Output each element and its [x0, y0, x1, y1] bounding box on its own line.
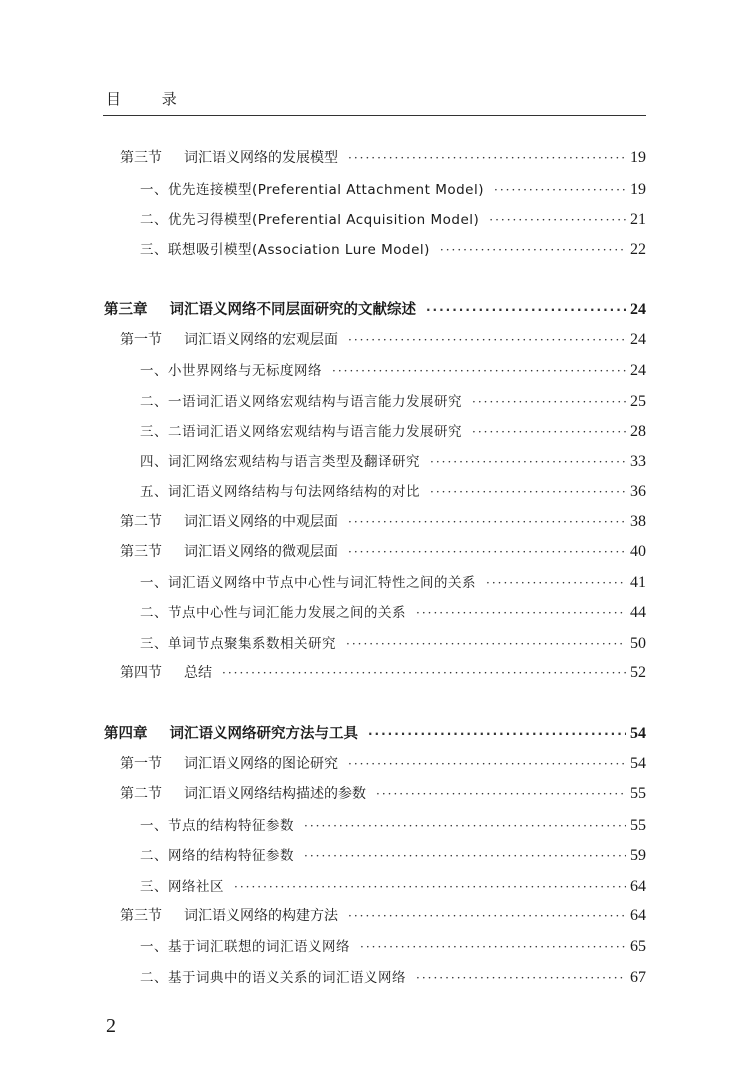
toc-entry-title: [140, 480, 420, 500]
toc-page-number: 54: [630, 755, 646, 772]
toc-leader-dots: [348, 545, 626, 559]
toc-page-number: 65: [630, 938, 646, 955]
toc-leader-dots: [346, 637, 626, 651]
toc-leader-dots: [222, 666, 626, 680]
toc-leader-dots: [348, 333, 626, 347]
toc-entry-text: 词汇语义网络的微观层面: [184, 544, 338, 560]
toc-entry-number: 二、: [140, 848, 168, 864]
toc-leader-dots: [376, 787, 626, 801]
toc-entry-title: [140, 238, 430, 258]
toc-page-number: 67: [630, 969, 646, 986]
toc-entry-text: 词汇语义网络的图论研究: [184, 756, 338, 772]
toc-entry-text: 节点中心性与词汇能力发展之间的关系: [168, 605, 406, 621]
toc-page-number: 25: [630, 393, 646, 410]
toc-leader-dots: [234, 880, 626, 894]
toc-entry-number: 第一节: [120, 332, 162, 348]
toc-entry-title: [120, 783, 366, 803]
toc-entry-number: 第二节: [120, 786, 162, 802]
toc-leader-dots: [494, 183, 626, 197]
toc-entry-title: [140, 450, 420, 470]
toc-entry-title: [104, 722, 358, 743]
toc-item-row[interactable]: [140, 359, 646, 383]
toc-page-number: 38: [630, 513, 646, 530]
toc-page-number: 64: [630, 907, 646, 924]
toc-entry-text: 总结: [184, 665, 212, 681]
toc-page-number: 28: [630, 423, 646, 440]
toc-leader-dots: [332, 364, 626, 378]
toc-page-number: 59: [630, 847, 646, 864]
toc-page-number: 24: [630, 331, 646, 348]
toc-page-number: 19: [630, 181, 646, 198]
toc-entry-number: 二、: [140, 212, 168, 228]
toc-entry-number: 第二节: [120, 514, 162, 530]
toc-item-row[interactable]: [140, 966, 646, 990]
toc-entry-text: 词汇语义网络中节点中心性与词汇特性之间的关系: [168, 575, 476, 591]
toc-entry-text: 词汇语义网络研究方法与工具: [169, 726, 358, 742]
toc-item-row[interactable]: [140, 875, 646, 899]
toc-leader-dots: [489, 213, 626, 227]
toc-entry-number: 一、: [140, 363, 168, 379]
toc-item-row[interactable]: [140, 571, 646, 595]
toc-leader-dots: [360, 940, 626, 954]
toc-item-row[interactable]: [140, 632, 646, 656]
toc-entry-number: 第一节: [120, 756, 162, 772]
toc-entry-number: 二、: [140, 970, 168, 986]
toc-item-row[interactable]: [140, 178, 646, 202]
toc-page-number: 22: [630, 241, 646, 258]
toc-item-row[interactable]: [140, 844, 646, 868]
toc-entry-text: 联想吸引模型(Association Lure Model): [168, 242, 430, 258]
toc-entry-text: 词汇语义网络的发展模型: [184, 150, 338, 166]
toc-entry-title: [120, 511, 338, 531]
toc-page-number: 64: [630, 878, 646, 895]
toc-page-number: 19: [630, 149, 646, 166]
toc-entry-title: [140, 420, 462, 440]
toc-page-number: 55: [630, 817, 646, 834]
toc-leader-dots: [416, 971, 626, 985]
toc-entry-text: 优先连接模型(Preferential Attachment Model): [168, 182, 484, 198]
toc-page-number: 41: [630, 574, 646, 591]
toc-entry-title: [140, 178, 484, 198]
toc-entry-text: 节点的结构特征参数: [168, 818, 294, 834]
toc-entry-title: [140, 814, 294, 834]
header-rule: [103, 115, 646, 116]
toc-leader-dots: [486, 576, 626, 590]
toc-page-number: 33: [630, 453, 646, 470]
toc-leader-dots: [430, 485, 626, 499]
toc-page-number: 55: [630, 785, 646, 802]
toc-section-row[interactable]: [120, 147, 646, 171]
toc-entry-text: 网络社区: [168, 879, 224, 895]
toc-leader-dots: [304, 819, 626, 833]
toc-entry-number: 第三节: [120, 150, 162, 166]
toc-section-row[interactable]: [120, 662, 646, 686]
toc-entry-text: 单词节点聚集系数相关研究: [168, 636, 336, 652]
toc-section-row[interactable]: [120, 905, 646, 929]
toc-entry-title: [140, 844, 294, 864]
toc-leader-dots: [304, 849, 626, 863]
toc-item-row[interactable]: [140, 935, 646, 959]
toc-entry-number: 第四章: [104, 726, 148, 742]
toc-entry-title: [120, 905, 338, 925]
toc-entry-number: 三、: [140, 424, 168, 440]
toc-item-row[interactable]: [140, 450, 646, 474]
toc-entry-number: 一、: [140, 182, 168, 198]
toc-entry-text: 词汇语义网络不同层面研究的文献综述: [169, 302, 416, 318]
toc-entry-title: [140, 966, 406, 986]
toc-entry-number: 二、: [140, 394, 168, 410]
toc-entry-number: 三、: [140, 879, 168, 895]
toc-page-number: 50: [630, 635, 646, 652]
toc-entry-title: [140, 390, 462, 410]
toc-leader-dots: [416, 606, 626, 620]
toc-entry-text: 基于词典中的语义关系的词汇语义网络: [168, 970, 406, 986]
toc-leader-dots: [440, 243, 626, 257]
toc-entry-text: 一语词汇语义网络宏观结构与语言能力发展研究: [168, 394, 462, 410]
toc-entry-text: 小世界网络与无标度网络: [168, 363, 322, 379]
toc-entry-number: 一、: [140, 575, 168, 591]
toc-leader-dots: [348, 757, 626, 771]
toc-entry-title: [140, 632, 336, 652]
toc-page-number: 24: [630, 362, 646, 379]
toc-entry-title: [120, 753, 338, 773]
toc-entry-number: 二、: [140, 605, 168, 621]
toc-entry-text: 二语词汇语义网络宏观结构与语言能力发展研究: [168, 424, 462, 440]
toc-leader-dots: [472, 425, 626, 439]
toc-item-row[interactable]: [140, 420, 646, 444]
toc-page-number: 40: [630, 543, 646, 560]
toc-page-number: 24: [630, 301, 646, 318]
toc-entry-number: 第三章: [104, 302, 148, 318]
toc-entry-text: 网络的结构特征参数: [168, 848, 294, 864]
toc-chapter-row[interactable]: [104, 722, 646, 746]
toc-item-row[interactable]: [140, 814, 646, 838]
toc-page-number: 52: [630, 664, 646, 681]
toc-section-row[interactable]: [120, 329, 646, 353]
toc-entry-title: [104, 298, 416, 319]
toc-section-row[interactable]: [120, 541, 646, 565]
toc-entry-number: 第三节: [120, 908, 162, 924]
toc-page-number: 44: [630, 604, 646, 621]
page-number: 2: [106, 1015, 116, 1037]
toc-item-row[interactable]: [140, 480, 646, 504]
toc-leader-dots: [368, 727, 626, 741]
toc-entry-title: [140, 935, 350, 955]
toc-entry-number: 三、: [140, 636, 168, 652]
toc-item-row[interactable]: [140, 601, 646, 625]
toc-entry-title: [140, 875, 224, 895]
toc-entry-title: [120, 541, 338, 561]
toc-section-row[interactable]: [120, 753, 646, 777]
toc-chapter-row[interactable]: [104, 298, 646, 322]
toc-leader-dots: [348, 151, 626, 165]
toc-entry-title: [120, 662, 212, 682]
toc-entry-number: 第四节: [120, 665, 162, 681]
toc-entry-title: [140, 571, 476, 591]
toc-entry-text: 词汇网络宏观结构与语言类型及翻译研究: [168, 454, 420, 470]
toc-entry-number: 五、: [140, 484, 168, 500]
toc-entry-text: 词汇语义网络结构描述的参数: [184, 786, 366, 802]
toc-leader-dots: [348, 515, 626, 529]
toc-section-row[interactable]: [120, 511, 646, 535]
toc-entry-text: 基于词汇联想的词汇语义网络: [168, 939, 350, 955]
toc-section-row[interactable]: [120, 783, 646, 807]
toc-entry-title: [140, 208, 479, 228]
toc-page-number: 54: [630, 725, 646, 742]
toc-entry-text: 词汇语义网络的中观层面: [184, 514, 338, 530]
toc-entry-number: 第三节: [120, 544, 162, 560]
toc-item-row[interactable]: [140, 238, 646, 262]
toc-entry-text: 优先习得模型(Preferential Acquisition Model): [168, 212, 480, 228]
toc-entry-title: [140, 359, 322, 379]
toc-page-number: 21: [630, 211, 646, 228]
toc-page-number: 36: [630, 483, 646, 500]
toc-leader-dots: [430, 455, 626, 469]
toc-item-row[interactable]: [140, 390, 646, 414]
toc-leader-dots: [348, 909, 626, 923]
toc-entry-title: [120, 147, 338, 167]
toc-entry-title: [120, 329, 338, 349]
toc-entry-title: [140, 601, 406, 621]
toc-entry-text: 词汇语义网络结构与句法网络结构的对比: [168, 484, 420, 500]
toc-item-row[interactable]: [140, 208, 646, 232]
toc-leader-dots: [472, 395, 626, 409]
toc-leader-dots: [426, 303, 626, 317]
toc-entry-text: 词汇语义网络的宏观层面: [184, 332, 338, 348]
toc-entry-number: 一、: [140, 939, 168, 955]
toc-entry-number: 四、: [140, 454, 168, 470]
running-header: 目 录: [106, 90, 195, 108]
toc-entry-text: 词汇语义网络的构建方法: [184, 908, 338, 924]
toc-entry-number: 三、: [140, 242, 168, 258]
toc-entry-number: 一、: [140, 818, 168, 834]
